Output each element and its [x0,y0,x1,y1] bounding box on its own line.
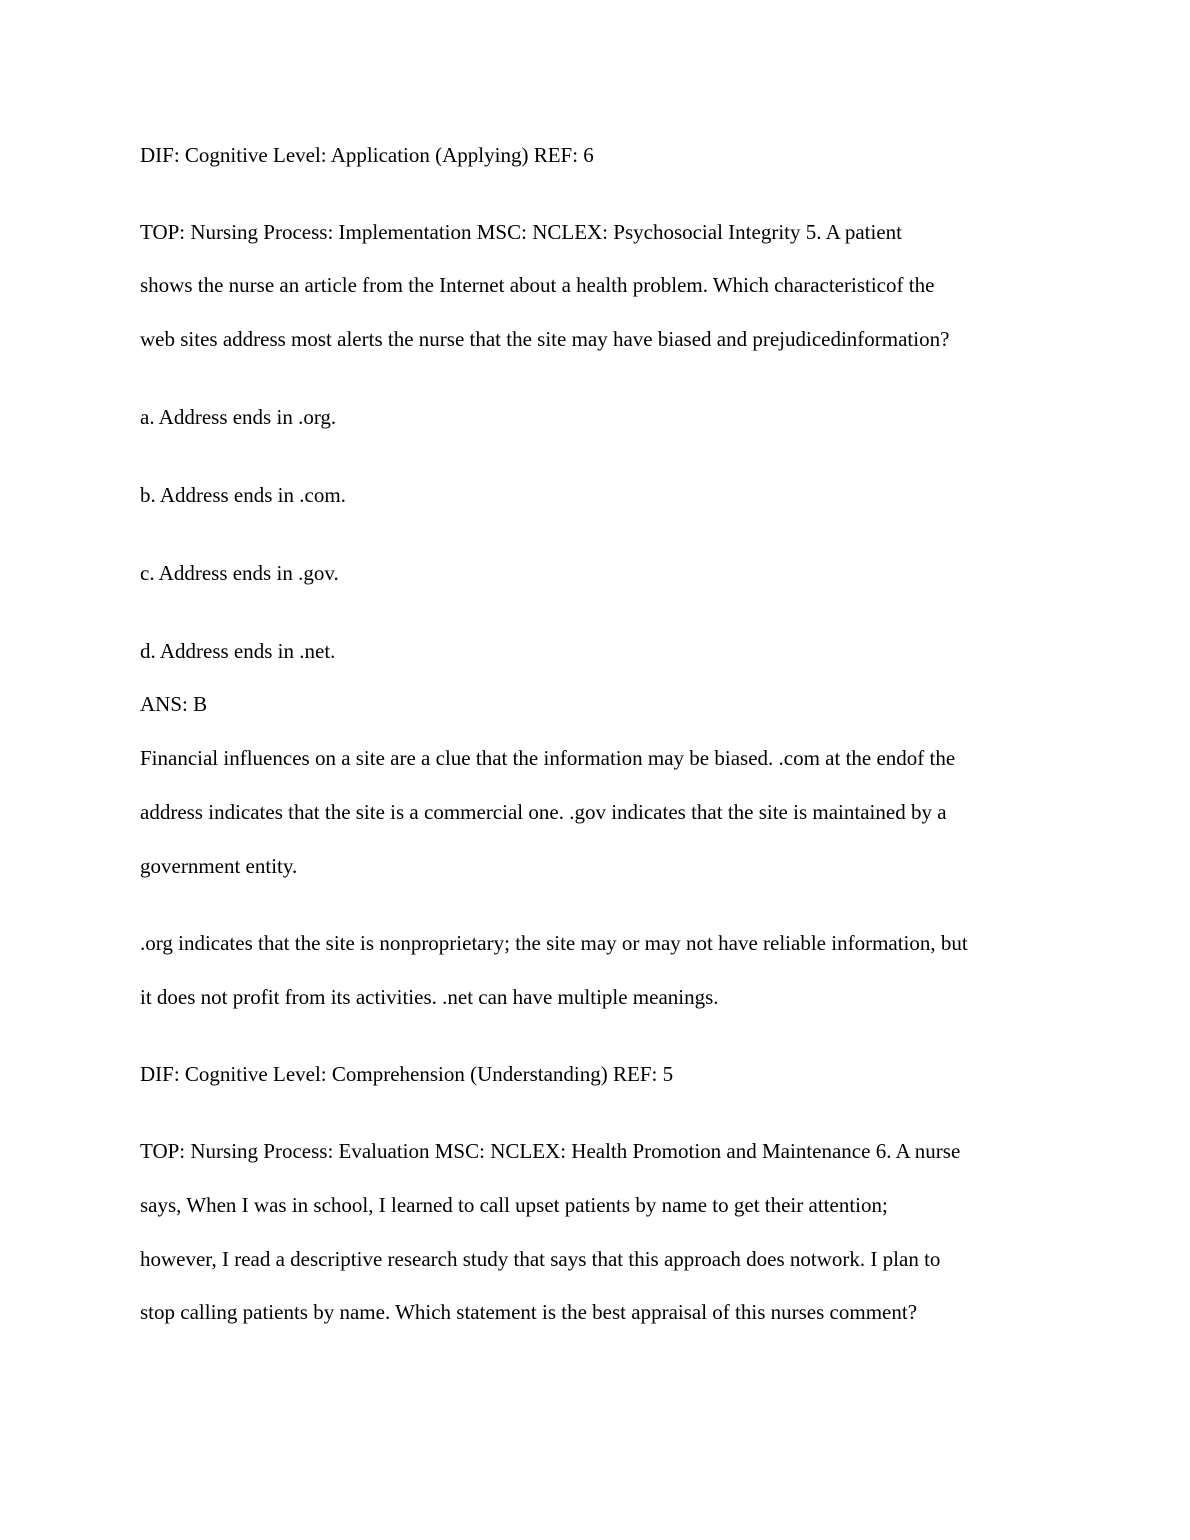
question-5-line-2: shows the nurse an article from the Internet about a health problem. Which characteristicof the [140,273,935,297]
rationale-line-2: address indicates that the site is a commercial one. .gov indicates that the site is maintained by a [140,800,947,824]
rationale-line-5: it does not profit from its activities. .net can have multiple meanings. [140,985,719,1009]
dif-line-q4: DIF: Cognitive Level: Application (Applying) REF: 6 [140,143,594,167]
question-6-line-2: says, When I was in school, I learned to call upset patients by name to get their attention; [140,1193,888,1217]
top-msc-q5-line-1: TOP: Nursing Process: Implementation MSC: NCLEX: Psychosocial Integrity 5. A patient [140,220,902,244]
option-a: a. Address ends in .org. [140,405,337,429]
rationale-line-3: government entity. [140,854,298,878]
option-c: c. Address ends in .gov. [140,561,339,585]
question-5-line-3: web sites address most alerts the nurse that the site may have biased and prejudicedinformation? [140,327,950,351]
answer-line: ANS: B [140,692,208,716]
option-d: d. Address ends in .net. [140,639,336,663]
rationale-line-1: Financial influences on a site are a clue that the information may be biased. .com at the endof the [140,746,956,770]
question-6-line-4: stop calling patients by name. Which statement is the best appraisal of this nurses comment? [140,1300,918,1324]
rationale-line-4: .org indicates that the site is nonproprietary; the site may or may not have reliable information, but [140,931,968,955]
top-msc-q6-line-1: TOP: Nursing Process: Evaluation MSC: NCLEX: Health Promotion and Maintenance 6. A nurse [140,1139,961,1163]
dif-line-q5: DIF: Cognitive Level: Comprehension (Understanding) REF: 5 [140,1062,674,1086]
question-6-line-3: however, I read a descriptive research study that says that this approach does notwork. I plan to [140,1247,941,1271]
option-b: b. Address ends in .com. [140,483,346,507]
